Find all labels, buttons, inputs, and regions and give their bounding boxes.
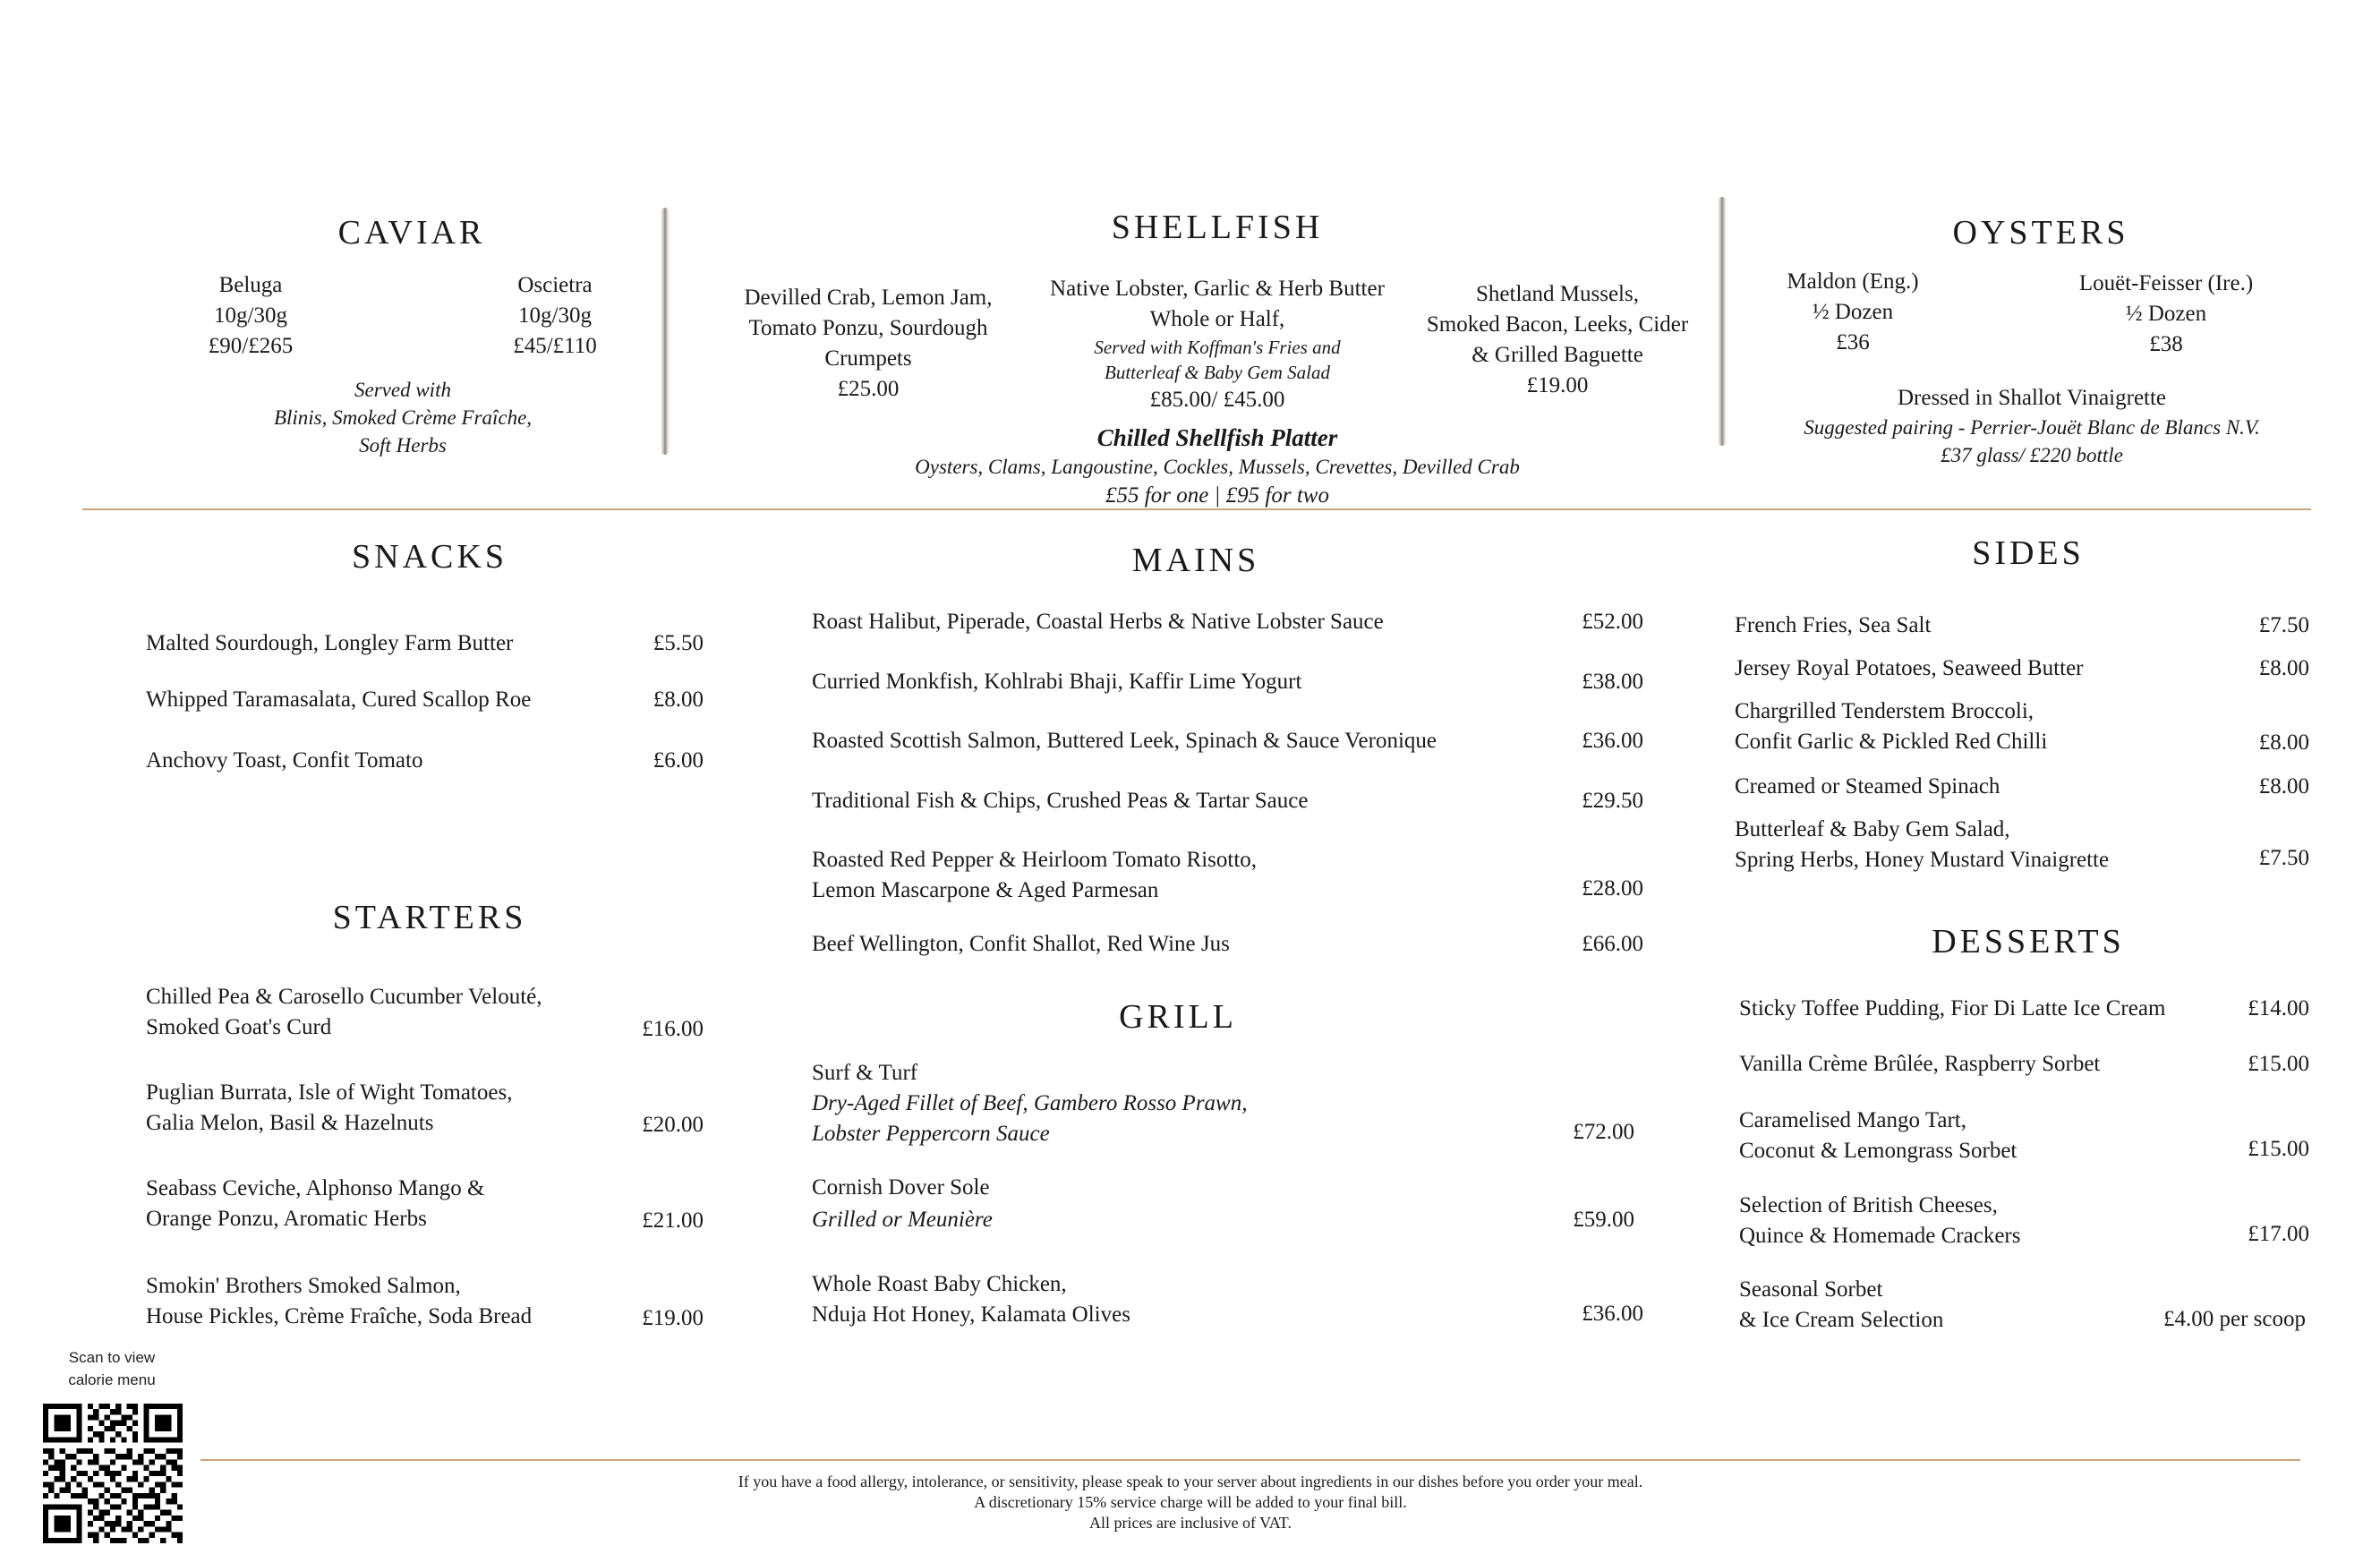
main-price: £29.50 <box>1582 789 1643 813</box>
grill-heading: GRILL <box>1119 998 1237 1036</box>
lobster-note: Served with Koffman's Fries and <box>1094 337 1341 358</box>
mussels-line: Smoked Bacon, Leeks, Cider <box>1426 312 1689 337</box>
side-price: £7.50 <box>2258 846 2309 870</box>
main-item <box>812 845 1257 906</box>
main-line: Roasted Red Pepper & Heirloom Tomato Risotto, <box>812 848 1258 872</box>
lobster-note: Butterleaf & Baby Gem Salad <box>1105 362 1330 383</box>
snack-item: Anchovy Toast, Confit Tomato <box>146 748 423 773</box>
maldon-name: Maldon (Eng.) <box>1787 269 1919 294</box>
shellfish-heading: SHELLFISH <box>1111 209 1324 246</box>
main-price: £36.00 <box>1582 729 1643 753</box>
starter-price: £20.00 <box>642 1113 704 1137</box>
main-line: Lemon Mascarpone & Aged Parmesan <box>812 878 1159 902</box>
snack-price: £5.50 <box>653 631 704 655</box>
starter-line: House Pickles, Crème Fraîche, Soda Bread <box>146 1304 533 1328</box>
main-price: £38.00 <box>1582 670 1643 694</box>
caviar-beluga <box>179 270 322 362</box>
side-item <box>1735 696 2047 757</box>
main-price: £66.00 <box>1582 932 1643 956</box>
desserts-heading: DESSERTS <box>1932 923 2125 961</box>
dessert-line: Selection of British Cheeses, <box>1739 1193 1998 1217</box>
platter-title: Chilled Shellfish Platter <box>1096 424 1338 451</box>
dessert-line: Quince & Homemade Crackers <box>1739 1224 2021 1248</box>
dessert-line: Caramelised Mango Tart, <box>1739 1108 1966 1132</box>
maldon-price: £36 <box>1836 330 1870 354</box>
dessert-line: Coconut & Lemongrass Sorbet <box>1739 1139 2017 1163</box>
footer-service-charge: A discretionary 15% service charge will be added to your final bill. <box>974 1493 1407 1511</box>
caviar-served-line: Served with <box>354 379 451 401</box>
beluga-price: £90/£265 <box>208 334 294 358</box>
oysters-dressed: Dressed in Shallot Vinaigrette <box>1897 386 2167 410</box>
crab-line: Tomato Ponzu, Sourdough <box>748 316 988 340</box>
side-price: £7.50 <box>2258 613 2309 637</box>
main-item: Roast Halibut, Piperade, Coastal Herbs & Native Lobster Sauce <box>812 610 1384 634</box>
starter-line: Chilled Pea & Carosello Cucumber Velouté, <box>146 985 542 1009</box>
grill-item <box>812 1173 993 1235</box>
snack-item: Whipped Taramasalata, Cured Scallop Roe <box>146 687 532 712</box>
dessert-price: £14.00 <box>2248 996 2309 1020</box>
grill-line: Grilled or Meunière <box>812 1208 993 1232</box>
grill-line: Lobster Peppercorn Sauce <box>812 1122 1050 1146</box>
dessert-item <box>1739 1106 2017 1166</box>
oysters-pairing <box>1727 414 2336 469</box>
oscietra-size: 10g/30g <box>518 303 592 328</box>
maldon-qty: ½ Dozen <box>1812 300 1894 324</box>
side-item: Jersey Royal Potatoes, Seaweed Butter <box>1735 656 2084 680</box>
oysters-maldon <box>1754 267 1951 358</box>
dessert-line: Seasonal Sorbet <box>1739 1277 1883 1302</box>
mains-heading: MAINS <box>1131 542 1260 579</box>
grill-price: £59.00 <box>1573 1208 1634 1232</box>
caviar-served-with <box>224 376 582 459</box>
oscietra-name: Oscietra <box>517 273 593 297</box>
side-item <box>1735 815 2109 875</box>
platter-desc: Oysters, Clams, Langoustine, Cockles, Mussels, Crevettes, Devilled Crab <box>915 456 1520 478</box>
dessert-item <box>1739 1191 2020 1251</box>
side-line: Butterleaf & Baby Gem Salad, <box>1735 817 2010 841</box>
grill-line: Whole Roast Baby Chicken, <box>812 1272 1067 1296</box>
snack-item: Malted Sourdough, Longley Farm Butter <box>146 631 514 655</box>
louet-name: Louët-Feisser (Ire.) <box>2078 271 2254 295</box>
grill-price: £72.00 <box>1573 1120 1634 1144</box>
lobster-price: £85.00/ £45.00 <box>1149 388 1285 412</box>
starters-heading: STARTERS <box>332 899 527 936</box>
crab-line: Devilled Crab, Lemon Jam, <box>744 286 993 310</box>
grill-price: £36.00 <box>1582 1302 1643 1326</box>
lobster-line: Native Lobster, Garlic & Herb Butter <box>1050 277 1385 301</box>
grill-item <box>812 1058 1248 1149</box>
caviar-oscietra <box>483 270 627 362</box>
beluga-name: Beluga <box>218 273 283 297</box>
grill-line: Surf & Turf <box>812 1061 918 1085</box>
shellfish-mussels <box>1405 279 1710 401</box>
grill-item <box>812 1269 1130 1330</box>
pairing-text: Suggested pairing - Perrier-Jouët Blanc de Blancs N.V. <box>1804 416 2260 439</box>
crab-line: Crumpets <box>824 346 912 371</box>
dessert-item <box>1739 1275 1943 1336</box>
main-item: Curried Monkfish, Kohlrabi Bhaji, Kaffir Lime Yogurt <box>812 670 1302 694</box>
starter-item <box>146 1078 512 1139</box>
starter-price: £19.00 <box>642 1306 704 1330</box>
starter-price: £21.00 <box>642 1208 704 1233</box>
lobster-line: Whole or Half, <box>1149 307 1285 331</box>
footer-divider-rule <box>200 1459 2300 1461</box>
snacks-heading: SNACKS <box>352 538 508 576</box>
top-divider-rule <box>82 508 2311 510</box>
dessert-price: £15.00 <box>2248 1137 2309 1161</box>
beluga-size: 10g/30g <box>214 303 287 328</box>
grill-line: Cornish Dover Sole <box>812 1175 990 1200</box>
starter-item <box>146 1271 532 1332</box>
footer-vat: All prices are inclusive of VAT. <box>1089 1514 1292 1532</box>
snack-price: £8.00 <box>653 687 704 712</box>
starter-line: Smoked Goat's Curd <box>146 1015 332 1039</box>
pairing-price: £37 glass/ £220 bottle <box>1941 444 2123 466</box>
crab-price: £25.00 <box>837 377 900 401</box>
sides-heading: SIDES <box>1972 534 2085 572</box>
mussels-line: & Grilled Baguette <box>1472 343 1643 367</box>
grill-line: Nduja Hot Honey, Kalamata Olives <box>812 1302 1130 1327</box>
qr-label <box>36 1346 188 1391</box>
mussels-price: £19.00 <box>1526 373 1589 397</box>
side-item: Creamed or Steamed Spinach <box>1735 774 2000 798</box>
snack-price: £6.00 <box>653 748 704 773</box>
footer-notice <box>448 1472 1933 1533</box>
shellfish-oysters-divider <box>1718 197 1727 446</box>
starter-line: Galia Melon, Basil & Hazelnuts <box>146 1111 434 1135</box>
calorie-menu-qr-code[interactable] <box>43 1404 183 1543</box>
oysters-louet <box>2050 269 2282 360</box>
side-line: Spring Herbs, Honey Mustard Vinaigrette <box>1735 848 2110 872</box>
dessert-price: £15.00 <box>2248 1052 2309 1076</box>
footer-allergy: If you have a food allergy, intolerance, or sensitivity, please speak to your server about ingredients in our dishes before you order your meal. <box>738 1473 1643 1490</box>
main-price: £52.00 <box>1582 610 1643 634</box>
louet-price: £38 <box>2149 332 2183 356</box>
dessert-price: £4.00 per scoop <box>2163 1307 2306 1331</box>
caviar-shellfish-divider <box>661 208 670 455</box>
side-price: £8.00 <box>2258 656 2309 680</box>
oscietra-price: £45/£110 <box>513 334 597 358</box>
main-item: Beef Wellington, Confit Shallot, Red Wine Jus <box>812 932 1230 956</box>
shellfish-lobster <box>1020 274 1414 415</box>
shellfish-platter <box>806 423 1629 511</box>
main-price: £28.00 <box>1582 876 1643 901</box>
qr-label-line: Scan to view <box>68 1349 156 1366</box>
platter-price: £55 for one | £95 for two <box>1105 483 1329 508</box>
starter-line: Seabass Ceviche, Alphonso Mango & <box>146 1176 485 1200</box>
shellfish-crab <box>716 283 1020 405</box>
side-line: Chargrilled Tenderstem Broccoli, <box>1735 699 2035 723</box>
main-item: Traditional Fish & Chips, Crushed Peas & Tartar Sauce <box>812 789 1309 813</box>
mussels-line: Shetland Mussels, <box>1476 282 1639 306</box>
starter-line: Smokin' Brothers Smoked Salmon, <box>146 1274 461 1298</box>
dessert-item: Vanilla Crème Brûlée, Raspberry Sorbet <box>1739 1052 2101 1076</box>
starter-item <box>146 982 542 1043</box>
starter-line: Orange Ponzu, Aromatic Herbs <box>146 1207 427 1231</box>
dessert-price: £17.00 <box>2248 1222 2309 1246</box>
caviar-served-line: Soft Herbs <box>359 434 447 457</box>
side-price: £8.00 <box>2258 774 2309 798</box>
dessert-item: Sticky Toffee Pudding, Fior Di Latte Ice Cream <box>1739 996 2166 1020</box>
starter-price: £16.00 <box>642 1017 704 1041</box>
side-line: Confit Garlic & Pickled Red Chilli <box>1735 730 2048 754</box>
oysters-heading: OYSTERS <box>1952 214 2129 252</box>
caviar-heading: CAVIAR <box>337 214 486 252</box>
starter-line: Puglian Burrata, Isle of Wight Tomatoes, <box>146 1080 513 1105</box>
qr-label-line: calorie menu <box>68 1371 156 1388</box>
grill-line: Dry-Aged Fillet of Beef, Gambero Rosso Prawn, <box>812 1091 1248 1115</box>
starter-item <box>146 1174 484 1234</box>
caviar-served-line: Blinis, Smoked Crème Fraîche, <box>273 406 533 429</box>
louet-qty: ½ Dozen <box>2125 302 2207 326</box>
main-item: Roasted Scottish Salmon, Buttered Leek, Spinach & Sauce Veronique <box>812 729 1437 753</box>
side-price: £8.00 <box>2258 730 2309 755</box>
side-item: French Fries, Sea Salt <box>1735 613 1932 637</box>
dessert-line: & Ice Cream Selection <box>1739 1308 1944 1332</box>
